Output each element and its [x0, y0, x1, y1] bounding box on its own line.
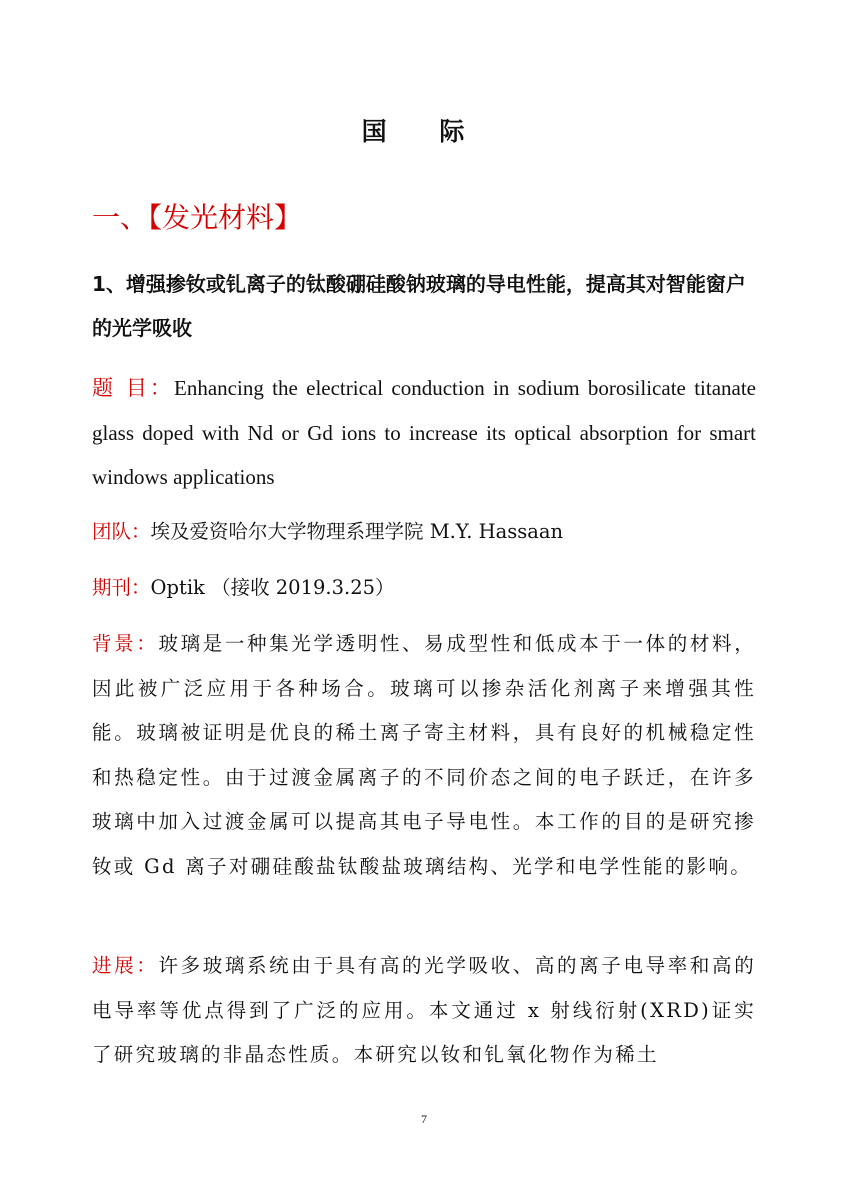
team-label: 团队： [92, 520, 151, 543]
background-label: 背景： [92, 632, 159, 655]
journal-label: 期刊： [92, 576, 151, 599]
team-paragraph [92, 510, 756, 555]
category-heading: 一、【发光材料】 [92, 201, 303, 234]
background-value: 玻璃是一种集光学透明性、易成型性和低成本于一体的材料，因此被广泛应用于各种场合。玻璃可以掺杂活化剂离子来增强其性能。玻璃被证明是优良的稀土离子寄主材料，具有良好的机械稳定性和热稳定性。由于过渡金属离子的不同价态之间的电子跃迁，在许多玻璃中加入过渡金属可以提高其电子导电性。本工作的目的是研究掺钕或 Gd 离子对硼硅酸盐钛酸盐玻璃结构、光学和电学性能的影响。 [92, 632, 756, 878]
background-paragraph [92, 622, 756, 889]
progress-value: 许多玻璃系统由于具有高的光学吸收、高的离子电导率和高的电导率等优点得到了广泛的应用。本文通过 x 射线衍射(XRD)证实了研究玻璃的非晶态性质。本研究以钕和钆氧化物作为稀土 [92, 954, 756, 1066]
journal-paragraph [92, 566, 756, 611]
section-heading: 国 际 [361, 117, 487, 146]
progress-label: 进展： [92, 954, 159, 977]
page-number: 7 [421, 1112, 427, 1126]
title-value: Enhancing the electrical conduction in sodium borosilicate titanate glass doped with Nd or Gd ions to increase its optical absorption for smart windows applications [92, 376, 756, 489]
paper-title-paragraph [92, 366, 756, 500]
title-label: 题 目： [92, 376, 175, 400]
progress-paragraph [92, 944, 756, 1078]
article-title: 1、增强掺钕或钆离子的钛酸硼硅酸钠玻璃的导电性能，提高其对智能窗户的光学吸收 [92, 272, 746, 340]
journal-value: Optik （接收 2019.3.25） [150, 576, 395, 599]
team-value: 埃及爱资哈尔大学物理系理学院 M.Y. Hassaan [150, 520, 564, 543]
